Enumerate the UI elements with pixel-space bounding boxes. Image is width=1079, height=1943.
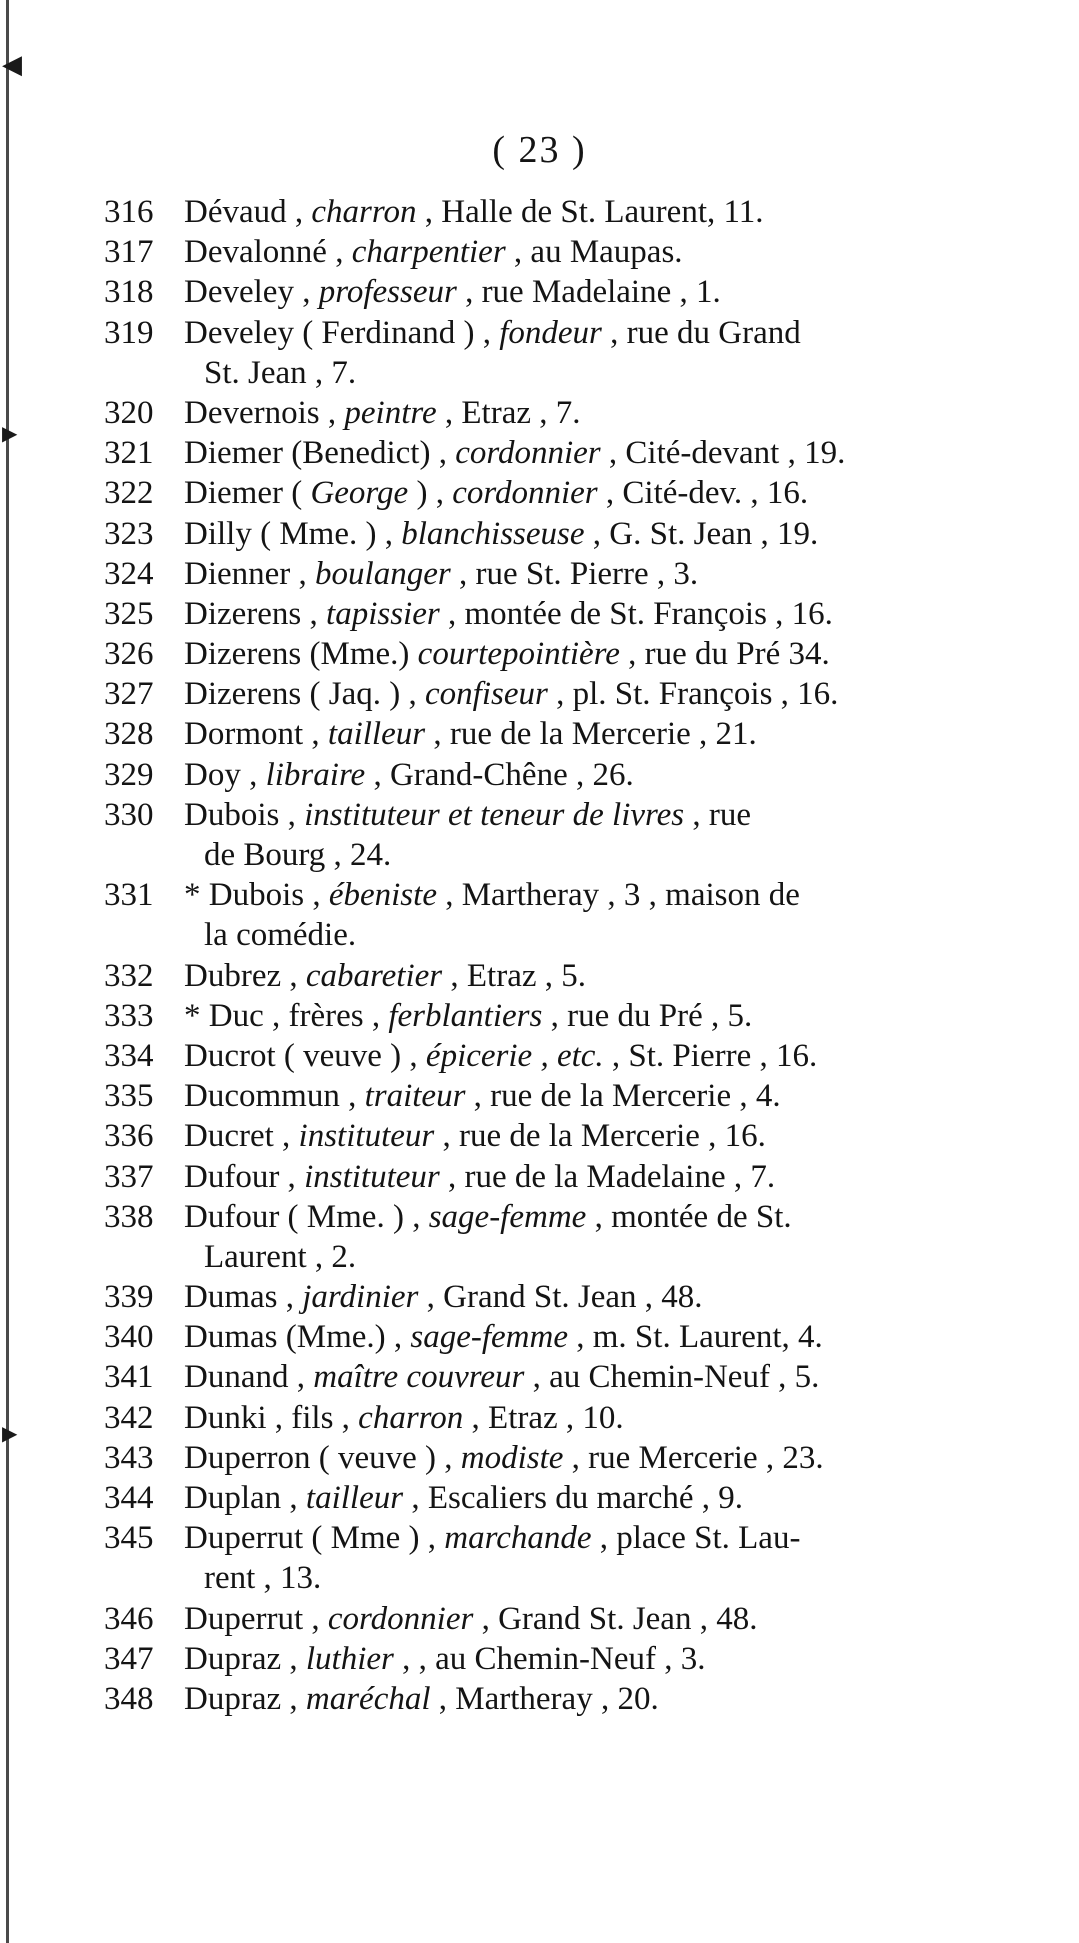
entry-line — [104, 956, 1014, 996]
entry-text: , au Chemin-Neuf , 5. — [524, 1359, 820, 1396]
entry-occupation: maître couvreur — [313, 1359, 525, 1396]
entry-number: 337 — [104, 1158, 154, 1195]
entry-text: , pl. St. François , 16. — [547, 676, 839, 713]
entry-number: 335 — [104, 1078, 154, 1115]
entry-text: Diemer (Benedict) , — [184, 435, 456, 472]
entry-occupation: charron — [358, 1399, 464, 1436]
directory-entry — [104, 1679, 1014, 1719]
entry-text: Diemer ( — [184, 475, 311, 512]
entry-text: , montée de St. — [586, 1198, 792, 1235]
entry-occupation: instituteur — [298, 1118, 435, 1155]
entry-text: , rue du Pré , 5. — [542, 997, 753, 1034]
directory-entry — [104, 1197, 1014, 1277]
entry-occupation: jardinier — [302, 1279, 419, 1316]
entry-occupation: boulanger — [315, 555, 451, 592]
entry-text: , Grand St. Jean , 48. — [473, 1600, 758, 1637]
entry-text: , rue de la Mercerie , 21. — [425, 716, 757, 753]
entry-text: ) , — [408, 475, 453, 512]
entry-line — [104, 1076, 1014, 1116]
entry-line — [104, 313, 1014, 353]
entry-occupation: sage-femme — [410, 1319, 568, 1356]
entry-text: Develey , — [184, 274, 319, 311]
directory-entries — [104, 192, 1014, 1719]
entry-text: , place St. Lau- — [591, 1520, 801, 1557]
entry-text: * Dubois , — [184, 877, 329, 914]
entry-text: Ducrot ( veuve ) , — [184, 1037, 426, 1074]
entry-number: 319 — [104, 314, 154, 351]
entry-number: 328 — [104, 716, 154, 753]
entry-text: , rue de la Mercerie , 16. — [434, 1118, 766, 1155]
directory-entry — [104, 755, 1014, 795]
entry-number: 331 — [104, 877, 154, 914]
entry-continuation-line — [104, 353, 1014, 393]
entry-line — [104, 594, 1014, 634]
entry-number: 338 — [104, 1198, 154, 1235]
entry-occupation: George — [310, 475, 409, 512]
entry-line — [104, 714, 1014, 754]
entry-text: Develey ( Ferdinand ) , — [184, 314, 500, 351]
entry-number: 316 — [104, 194, 154, 230]
entry-text: Dufour ( Mme. ) , — [184, 1198, 429, 1235]
entry-number: 336 — [104, 1118, 154, 1155]
entry-text: Devernois , — [184, 394, 345, 431]
entry-line — [104, 875, 1014, 915]
entry-number: 322 — [104, 475, 154, 512]
entry-line — [104, 1116, 1014, 1156]
entry-text: Dizerens ( Jaq. ) , — [184, 676, 425, 713]
entry-occupation: luthier — [305, 1640, 394, 1677]
entry-line — [104, 634, 1014, 674]
entry-number: 345 — [104, 1520, 154, 1557]
entry-line — [104, 755, 1014, 795]
page-edge-rule — [6, 0, 9, 1943]
entry-line — [104, 1036, 1014, 1076]
entry-text: , rue Madelaine , 1. — [456, 274, 721, 311]
entry-text: Dunki , fils , — [184, 1399, 359, 1436]
entry-occupation: cordonnier — [452, 475, 598, 512]
directory-entry — [104, 192, 1014, 232]
entry-text: Dizerens (Mme.) — [184, 636, 418, 673]
directory-entry — [104, 1277, 1014, 1317]
entry-text: , St. Pierre , 16. — [603, 1037, 818, 1074]
directory-entry — [104, 1518, 1014, 1598]
entry-text: Dormont , — [184, 716, 328, 753]
directory-entry — [104, 554, 1014, 594]
entry-occupation: instituteur — [304, 1158, 440, 1195]
entry-occupation: cordonnier — [455, 435, 601, 472]
entry-occupation: ferblantiers — [388, 997, 543, 1034]
entry-text: St. Jean , 7. — [204, 354, 357, 391]
directory-entry — [104, 795, 1014, 875]
entry-text: Dévaud , — [184, 194, 312, 230]
entry-continuation-line — [104, 835, 1014, 875]
entry-text: , rue — [684, 796, 752, 833]
entry-text: , rue de la Mercerie , 4. — [465, 1078, 781, 1115]
entry-occupation: blanchisseuse — [401, 515, 585, 552]
entry-line — [104, 795, 1014, 835]
entry-text: , Grand-Chêne , 26. — [365, 756, 634, 793]
directory-entry — [104, 393, 1014, 433]
directory-entry — [104, 996, 1014, 1036]
entry-number: 339 — [104, 1279, 154, 1316]
entry-text: , Martheray , 20. — [430, 1680, 659, 1717]
entry-text: Dilly ( Mme. ) , — [184, 515, 402, 552]
entry-occupation: courtepointière — [417, 636, 620, 673]
margin-mark-middle: ▶ — [2, 423, 18, 445]
entry-line — [104, 1478, 1014, 1518]
directory-entry — [104, 1357, 1014, 1397]
directory-entry — [104, 473, 1014, 513]
entry-text: , Etraz , 7. — [436, 394, 581, 431]
directory-entry — [104, 272, 1014, 312]
entry-occupation: confiseur — [425, 676, 548, 713]
entry-text: Duplan , — [184, 1480, 306, 1516]
entry-text: , G. St. Jean , 19. — [584, 515, 819, 552]
entry-line — [104, 1679, 1014, 1719]
entry-number: 327 — [104, 676, 154, 713]
margin-mark-top: ◀ — [2, 50, 22, 79]
entry-text: Dumas , — [184, 1279, 303, 1316]
entry-number: 325 — [104, 595, 154, 632]
entry-text: * Duc , frères , — [184, 997, 389, 1034]
directory-entry — [104, 1116, 1014, 1156]
entry-line — [104, 272, 1014, 312]
entry-number: 323 — [104, 515, 154, 552]
margin-mark-lower: ▶ — [2, 1423, 18, 1445]
entry-text: Dienner , — [184, 555, 316, 592]
entry-text: , rue St. Pierre , 3. — [450, 555, 699, 592]
entry-text: , Cité-devant , 19. — [600, 435, 846, 472]
entry-line — [104, 473, 1014, 513]
entry-number: 333 — [104, 997, 154, 1034]
entry-text: Duperrut , — [184, 1600, 328, 1637]
entry-text: , Etraz , 5. — [442, 957, 586, 994]
directory-entry — [104, 1599, 1014, 1639]
entry-text: Ducommun , — [184, 1078, 365, 1115]
entry-text: rent , 13. — [204, 1560, 322, 1597]
entry-line — [104, 1197, 1014, 1237]
entry-text: , m. St. Laurent, 4. — [568, 1319, 823, 1356]
directory-entry — [104, 1036, 1014, 1076]
entry-continuation-line — [104, 915, 1014, 955]
entry-continuation-line — [104, 1558, 1014, 1598]
directory-entry — [104, 875, 1014, 955]
entry-occupation: sage-femme — [428, 1198, 587, 1235]
directory-entry — [104, 674, 1014, 714]
directory-entry — [104, 232, 1014, 272]
entry-number: 329 — [104, 756, 154, 793]
entry-occupation: modiste — [460, 1439, 564, 1476]
entry-text: , rue du Grand — [601, 314, 801, 351]
entry-text: Dubrez , — [184, 957, 306, 994]
entry-line — [104, 1157, 1014, 1197]
page-number: ( 23 ) — [492, 129, 587, 171]
entry-line — [104, 1518, 1014, 1558]
entry-text: Dubois , — [184, 796, 305, 833]
entry-line — [104, 1599, 1014, 1639]
entry-occupation: tailleur — [327, 716, 426, 753]
entry-text: , Halle de St. Laurent, 11. — [416, 194, 764, 230]
entry-occupation: fondeur — [499, 314, 602, 351]
entry-number: 344 — [104, 1480, 154, 1516]
entry-occupation: cordonnier — [327, 1600, 474, 1637]
entry-text: Laurent , 2. — [204, 1238, 357, 1275]
entry-continuation-line — [104, 1237, 1014, 1277]
entry-occupation: marchande — [444, 1520, 592, 1557]
entry-text: Dizerens , — [184, 595, 327, 632]
entry-line — [104, 393, 1014, 433]
entry-text: , rue du Pré 34. — [619, 636, 830, 673]
entry-occupation: tapissier — [326, 595, 440, 632]
entry-number: 330 — [104, 796, 154, 833]
directory-entry — [104, 514, 1014, 554]
entry-occupation: maréchal — [305, 1680, 431, 1717]
directory-entry — [104, 313, 1014, 393]
entry-text: , Etraz , 10. — [463, 1399, 624, 1436]
entry-line — [104, 192, 1014, 232]
entry-number: 318 — [104, 274, 154, 311]
entry-occupation: cabaretier — [305, 957, 443, 994]
entry-text: , Martheray , 3 , maison de — [436, 877, 800, 914]
entry-line — [104, 514, 1014, 554]
entry-occupation: peintre — [344, 394, 437, 431]
entry-line — [104, 433, 1014, 473]
entry-text: Dupraz , — [184, 1640, 306, 1677]
entry-text: , , au Chemin-Neuf , 3. — [393, 1640, 706, 1677]
entry-line — [104, 1277, 1014, 1317]
entry-text: , Cité-dev. , 16. — [597, 475, 809, 512]
entry-number: 321 — [104, 435, 154, 472]
entry-text: Dumas (Mme.) , — [184, 1319, 411, 1356]
entry-text: Ducret , — [184, 1118, 299, 1155]
entry-text: Duperron ( veuve ) , — [184, 1439, 461, 1476]
entry-occupation: charron — [311, 194, 417, 230]
entry-number: 346 — [104, 1600, 154, 1637]
directory-entry — [104, 1438, 1014, 1478]
entry-number: 317 — [104, 234, 154, 271]
directory-entry — [104, 1076, 1014, 1116]
entry-text: Duperrut ( Mme ) , — [184, 1520, 445, 1557]
entry-line — [104, 554, 1014, 594]
entry-number: 324 — [104, 555, 154, 592]
entry-number: 343 — [104, 1439, 154, 1476]
entry-number: 348 — [104, 1680, 154, 1717]
entry-line — [104, 674, 1014, 714]
entry-text: , rue de la Madelaine , 7. — [439, 1158, 776, 1195]
entry-text: , Escaliers du marché , 9. — [403, 1480, 744, 1516]
directory-entry — [104, 714, 1014, 754]
entry-number: 326 — [104, 636, 154, 673]
directory-entry — [104, 634, 1014, 674]
entry-occupation: libraire — [265, 756, 366, 793]
entry-text: Devalonné , — [184, 234, 352, 271]
entry-occupation: charpentier — [351, 234, 506, 271]
entry-occupation: épicerie , etc. — [425, 1037, 604, 1074]
entry-number: 320 — [104, 394, 154, 431]
directory-entry — [104, 956, 1014, 996]
entry-occupation: instituteur et teneur de livres — [304, 796, 685, 833]
entry-text: , Grand St. Jean , 48. — [418, 1279, 703, 1316]
entry-text: la comédie. — [204, 917, 357, 954]
entry-number: 347 — [104, 1640, 154, 1677]
directory-entry — [104, 1639, 1014, 1679]
entry-line — [104, 1639, 1014, 1679]
entry-number: 340 — [104, 1319, 154, 1356]
directory-entry — [104, 1317, 1014, 1357]
directory-entry — [104, 433, 1014, 473]
entry-text: , montée de St. François , 16. — [439, 595, 833, 632]
entry-text: Dupraz , — [184, 1680, 306, 1717]
entry-occupation: traiteur — [364, 1078, 466, 1115]
entry-text: , au Maupas. — [505, 234, 683, 271]
entry-line — [104, 1317, 1014, 1357]
directory-entry — [104, 1157, 1014, 1197]
entry-text: Dunand , — [184, 1359, 314, 1396]
entry-line — [104, 996, 1014, 1036]
entry-line — [104, 232, 1014, 272]
directory-entry — [104, 594, 1014, 634]
entry-text: de Bourg , 24. — [204, 837, 392, 873]
entry-occupation: professeur — [318, 274, 457, 311]
entry-text: Doy , — [184, 756, 266, 793]
entry-number: 341 — [104, 1359, 154, 1396]
entry-occupation: tailleur — [305, 1480, 404, 1516]
entry-occupation: ébeniste — [328, 877, 437, 914]
entry-text: , rue Mercerie , 23. — [563, 1439, 824, 1476]
entry-text: Dufour , — [184, 1158, 305, 1195]
entry-line — [104, 1357, 1014, 1397]
directory-entry — [104, 1398, 1014, 1438]
entry-line — [104, 1438, 1014, 1478]
directory-entry — [104, 1478, 1014, 1518]
entry-number: 334 — [104, 1037, 154, 1074]
entry-number: 342 — [104, 1399, 154, 1436]
entry-number: 332 — [104, 957, 154, 994]
entry-line — [104, 1398, 1014, 1438]
